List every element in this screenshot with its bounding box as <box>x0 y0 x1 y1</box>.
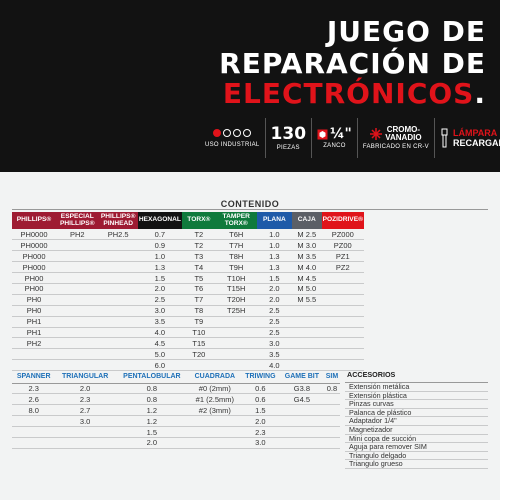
table-cell <box>280 437 324 448</box>
chrome-vanadium-badge <box>358 118 435 158</box>
header-banner <box>0 0 517 172</box>
table-cell: 1.0 <box>138 251 182 262</box>
table-cell <box>56 338 98 349</box>
table-cell: T7 <box>182 294 216 305</box>
special-bits-body <box>12 383 340 448</box>
table-cell: T25H <box>216 305 257 316</box>
divider <box>12 209 488 210</box>
accessory-item: Palanca de plástico <box>345 409 488 418</box>
table-cell: PH0 <box>12 294 56 305</box>
table-cell: 2.7 <box>55 405 115 416</box>
table-cell <box>324 416 340 427</box>
table-cell <box>56 283 98 294</box>
column-header: PLANA <box>257 212 292 229</box>
table-cell: T3 <box>182 251 216 262</box>
table-row <box>12 427 340 438</box>
table-cell <box>292 349 322 360</box>
table-cell: M 4.5 <box>292 273 322 284</box>
table-cell: 5.0 <box>138 349 182 360</box>
table-cell <box>189 437 241 448</box>
table-cell: 1.2 <box>115 405 189 416</box>
table-cell: PH1 <box>12 316 56 327</box>
accessory-item: Triangulo grueso <box>345 460 488 469</box>
table-cell: M 3.0 <box>292 240 322 251</box>
table-row <box>12 416 340 427</box>
table-cell: 2.3 <box>12 383 55 394</box>
feature-icons <box>200 116 517 160</box>
accessory-item: Adaptador 1/4" <box>345 417 488 426</box>
table-cell <box>322 360 364 371</box>
industrial-use-badge <box>200 118 266 158</box>
column-header: POZIDRIVE® <box>322 212 364 229</box>
table-cell: T15 <box>182 338 216 349</box>
table-row <box>12 229 364 240</box>
table-cell: 6.0 <box>138 360 182 371</box>
table-row <box>12 305 364 316</box>
accessory-item: Mini copa de succión <box>345 435 488 444</box>
table-cell <box>99 283 138 294</box>
table-cell <box>56 294 98 305</box>
table-row <box>12 349 364 360</box>
table-cell: 2.3 <box>55 394 115 405</box>
table-cell: PH0000 <box>12 240 56 251</box>
table-row <box>12 316 364 327</box>
accessory-item: Aguja para remover SIM <box>345 443 488 452</box>
table-cell <box>99 240 138 251</box>
table-cell: #0 (2mm) <box>189 383 241 394</box>
table-cell: 3.0 <box>257 338 292 349</box>
table-cell: T8 <box>182 305 216 316</box>
table-row <box>12 262 364 273</box>
table-row <box>12 240 364 251</box>
shank-badge <box>312 118 358 158</box>
table-cell <box>322 273 364 284</box>
table-cell <box>99 294 138 305</box>
table-cell: T9H <box>216 262 257 273</box>
column-header: CUADRADA <box>189 370 241 383</box>
table-cell <box>324 437 340 448</box>
table-cell <box>182 360 216 371</box>
table-cell <box>12 427 55 438</box>
table-cell: 8.0 <box>12 405 55 416</box>
accessory-item: Extensión plástica <box>345 392 488 401</box>
title-line-3-text: ELECTRÓNICOS <box>222 77 475 110</box>
table-cell <box>280 405 324 416</box>
table-cell <box>292 327 322 338</box>
table-cell: 4.5 <box>138 338 182 349</box>
table-row <box>12 394 340 405</box>
table-cell: 4.0 <box>257 360 292 371</box>
table-cell <box>12 349 56 360</box>
table-cell <box>216 349 257 360</box>
accessory-item: Extensión metálica <box>345 383 488 392</box>
table-cell: T20H <box>216 294 257 305</box>
table-cell <box>55 427 115 438</box>
flashlight-icon <box>440 128 449 148</box>
table-row <box>12 251 364 262</box>
title-line-1: JUEGO DE <box>326 15 486 48</box>
table-cell <box>292 305 322 316</box>
table-cell <box>56 305 98 316</box>
shank-value: ¼" <box>330 126 352 142</box>
column-header: HEXAGONAL <box>138 212 182 229</box>
column-header: CAJA <box>292 212 322 229</box>
table-cell <box>292 316 322 327</box>
table-cell <box>99 305 138 316</box>
table-cell <box>56 262 98 273</box>
table-cell: 3.0 <box>138 305 182 316</box>
accessories-title: ACCESORIOS <box>345 370 488 383</box>
table-cell <box>55 437 115 448</box>
contents-title: CONTENIDO <box>220 199 280 209</box>
table-row <box>12 273 364 284</box>
industrial-use-icon <box>213 129 251 137</box>
table-cell <box>99 251 138 262</box>
table-cell: PH1 <box>12 327 56 338</box>
table-cell: 1.3 <box>257 251 292 262</box>
column-header: ESPECIAL PHILLIPS® <box>56 212 98 229</box>
table-cell: G4.5 <box>280 394 324 405</box>
table-cell: 1.3 <box>257 262 292 273</box>
lamp-line-2: RECARGABLE <box>452 138 517 148</box>
table-cell: PZ000 <box>322 229 364 240</box>
table-cell <box>99 316 138 327</box>
table-cell: M 3.5 <box>292 251 322 262</box>
table-cell: 2.5 <box>257 327 292 338</box>
column-header: PHILLIPS® PINHEAD <box>99 212 138 229</box>
table-cell: PH2 <box>12 338 56 349</box>
special-bits-header <box>12 370 340 383</box>
table-cell: 0.9 <box>138 240 182 251</box>
table-cell: T6 <box>182 283 216 294</box>
table-cell: T2 <box>182 229 216 240</box>
table-cell: 0.8 <box>115 383 189 394</box>
table-cell: M 5.5 <box>292 294 322 305</box>
table-cell: 0.8 <box>324 383 340 394</box>
table-cell: 1.5 <box>257 273 292 284</box>
table-cell: 2.5 <box>138 294 182 305</box>
table-cell: PH00 <box>12 273 56 284</box>
title-line-3 <box>222 77 486 110</box>
table-row <box>12 405 340 416</box>
column-header: TRIANGULAR <box>55 370 115 383</box>
column-header: PHILLIPS® <box>12 212 56 229</box>
table-cell: PZ2 <box>322 262 364 273</box>
lamp-badge <box>435 118 521 158</box>
table-row <box>12 283 364 294</box>
table-cell <box>322 283 364 294</box>
table-cell <box>322 294 364 305</box>
table-cell: 2.6 <box>12 394 55 405</box>
chrome-vanadium-icon <box>370 128 382 140</box>
table-cell: 1.5 <box>138 273 182 284</box>
table-cell <box>292 360 322 371</box>
table-cell: 1.5 <box>115 427 189 438</box>
table-row <box>12 360 364 371</box>
table-cell: 0.6 <box>241 383 280 394</box>
table-cell: 2.0 <box>241 416 280 427</box>
table-cell: PH000 <box>12 262 56 273</box>
table-cell: M 4.0 <box>292 262 322 273</box>
table-cell: 4.0 <box>138 327 182 338</box>
accessory-item: Pinzas curvas <box>345 400 488 409</box>
table-cell: #1 (2.5mm) <box>189 394 241 405</box>
table-cell <box>99 360 138 371</box>
table-cell: T7H <box>216 240 257 251</box>
table-cell: 3.0 <box>241 437 280 448</box>
table-cell <box>56 316 98 327</box>
table-cell: 3.5 <box>257 349 292 360</box>
table-cell <box>99 338 138 349</box>
column-header: TRIWING <box>241 370 280 383</box>
table-cell <box>216 360 257 371</box>
bits-table <box>12 212 364 371</box>
column-header: GAME BIT <box>280 370 324 383</box>
bits-table-header <box>12 212 364 229</box>
cv-line-2: VANADIO <box>385 133 422 142</box>
table-cell: PH0000 <box>12 229 56 240</box>
table-cell: PH2 <box>56 229 98 240</box>
accessories-list <box>345 370 488 469</box>
table-cell: T4 <box>182 262 216 273</box>
table-cell: M 2.5 <box>292 229 322 240</box>
table-cell <box>189 427 241 438</box>
table-cell <box>322 305 364 316</box>
table-cell <box>56 349 98 360</box>
table-cell <box>189 416 241 427</box>
industrial-use-label: USO INDUSTRIAL <box>205 141 260 148</box>
table-cell <box>99 262 138 273</box>
table-cell: PH0 <box>12 305 56 316</box>
pieces-badge <box>266 118 313 158</box>
table-cell: 3.5 <box>138 316 182 327</box>
table-cell <box>322 316 364 327</box>
table-cell <box>12 437 55 448</box>
table-cell: #2 (3mm) <box>189 405 241 416</box>
table-row <box>12 327 364 338</box>
table-row <box>12 338 364 349</box>
table-cell <box>56 240 98 251</box>
table-cell: 2.5 <box>257 316 292 327</box>
table-cell: 0.7 <box>138 229 182 240</box>
table-row <box>12 437 340 448</box>
cv-line-1: CROMO- <box>386 124 421 134</box>
title-line-2: REPARACIÓN DE <box>219 47 486 80</box>
table-cell: 2.5 <box>257 305 292 316</box>
table-cell <box>324 394 340 405</box>
table-cell: 2.0 <box>257 283 292 294</box>
table-cell <box>56 273 98 284</box>
table-cell: 1.0 <box>257 240 292 251</box>
table-cell <box>99 349 138 360</box>
table-cell <box>322 327 364 338</box>
bits-table-body <box>12 229 364 371</box>
table-cell <box>280 416 324 427</box>
pieces-label: PIEZAS <box>276 144 300 151</box>
table-cell <box>56 327 98 338</box>
table-cell: 1.3 <box>138 262 182 273</box>
column-header: SIM <box>324 370 340 383</box>
table-cell <box>56 251 98 262</box>
column-header: PENTALOBULAR <box>115 370 189 383</box>
table-cell: 2.0 <box>138 283 182 294</box>
table-cell: 2.3 <box>241 427 280 438</box>
shank-label: ZANCO <box>323 143 346 149</box>
table-cell <box>216 316 257 327</box>
table-cell: 1.5 <box>241 405 280 416</box>
table-row <box>12 383 340 394</box>
table-cell: T2 <box>182 240 216 251</box>
table-cell: PZ00 <box>322 240 364 251</box>
table-cell: T10 <box>182 327 216 338</box>
table-cell <box>280 427 324 438</box>
table-row <box>12 294 364 305</box>
column-header: TAMPER TORX® <box>216 212 257 229</box>
table-cell: T8H <box>216 251 257 262</box>
table-cell <box>216 327 257 338</box>
table-cell <box>99 327 138 338</box>
table-cell: 3.0 <box>55 416 115 427</box>
table-cell <box>322 349 364 360</box>
table-cell: 2.0 <box>115 437 189 448</box>
table-cell: 2.0 <box>257 294 292 305</box>
table-cell: M 5.0 <box>292 283 322 294</box>
title-dot: . <box>474 77 486 110</box>
table-cell: T5 <box>182 273 216 284</box>
table-cell: T15H <box>216 283 257 294</box>
table-cell <box>322 338 364 349</box>
table-cell: G3.8 <box>280 383 324 394</box>
table-cell: 2.0 <box>55 383 115 394</box>
table-cell: T20 <box>182 349 216 360</box>
table-cell: T9 <box>182 316 216 327</box>
special-bits-table <box>12 370 340 449</box>
table-cell <box>292 338 322 349</box>
table-cell <box>324 427 340 438</box>
accessory-item: Triangulo delgado <box>345 452 488 461</box>
table-cell: 1.2 <box>115 416 189 427</box>
table-cell <box>324 405 340 416</box>
table-cell: PH00 <box>12 283 56 294</box>
table-cell <box>216 338 257 349</box>
table-cell: PH000 <box>12 251 56 262</box>
column-header: SPANNER <box>12 370 55 383</box>
table-cell <box>12 360 56 371</box>
table-cell <box>56 360 98 371</box>
accessory-item: Magnetizador <box>345 426 488 435</box>
hex-shank-icon <box>317 129 328 140</box>
cv-label: FABRICADO EN CR-V <box>362 144 429 151</box>
table-cell: 0.6 <box>241 394 280 405</box>
table-cell: PZ1 <box>322 251 364 262</box>
column-header: TORX® <box>182 212 216 229</box>
table-cell: PH2.5 <box>99 229 138 240</box>
table-cell <box>12 416 55 427</box>
table-cell <box>99 273 138 284</box>
pieces-value: 130 <box>270 123 307 144</box>
table-cell: T6H <box>216 229 257 240</box>
table-cell: 0.8 <box>115 394 189 405</box>
table-cell: 1.0 <box>257 229 292 240</box>
lamp-line-1: LÁMPARA <box>452 128 498 138</box>
table-cell: T10H <box>216 273 257 284</box>
